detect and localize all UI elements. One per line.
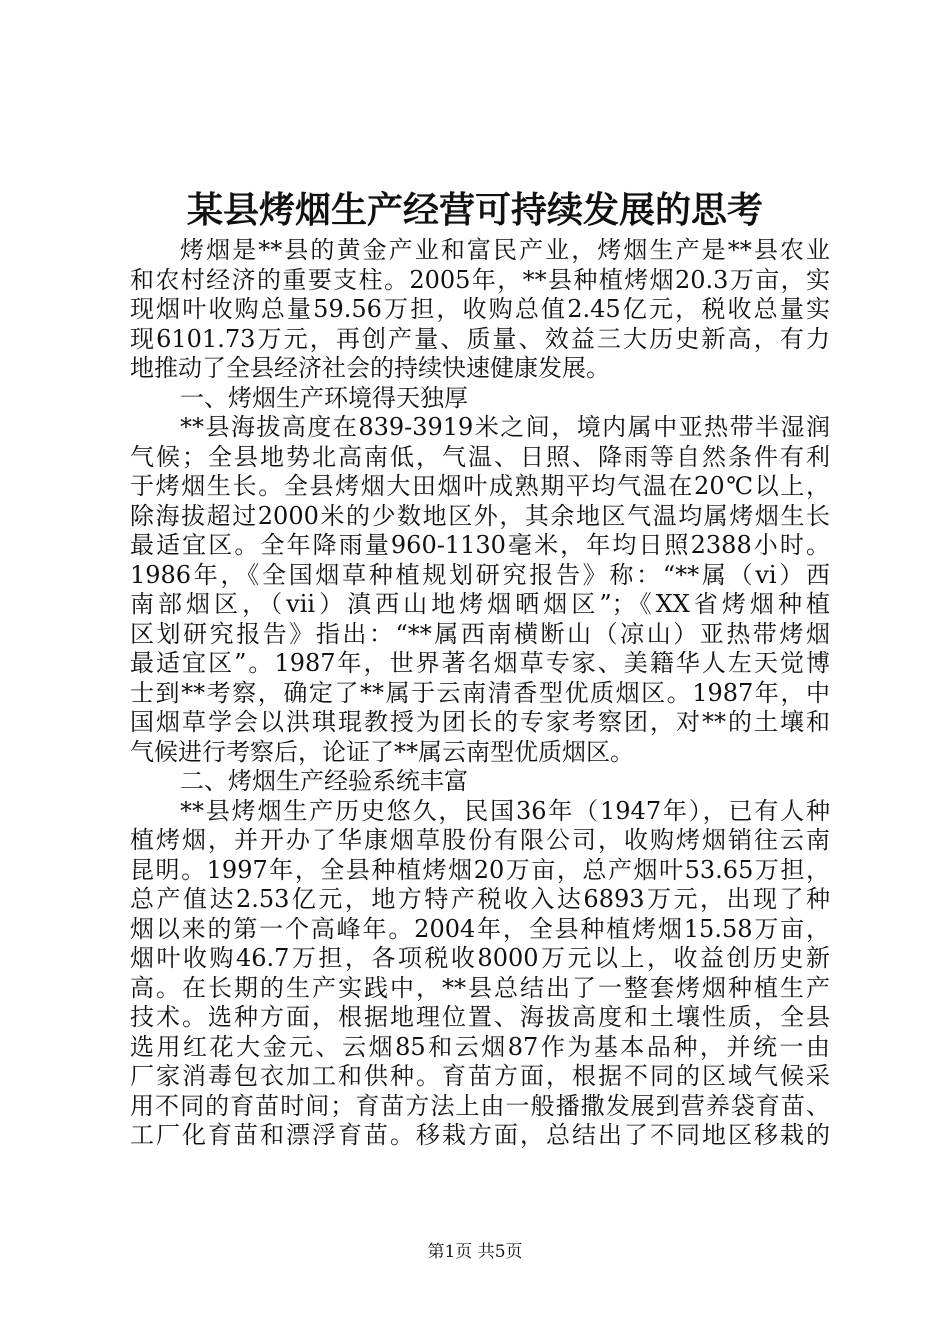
text-line: 用不同的育苗时间；育苗方法上由一般播撒发展到营养袋育苗、 [130,1091,830,1120]
text-line: 技术。选种方面，根据地理位置、海拔高度和土壤性质，全县 [130,1003,830,1031]
text-line: 高。在长期的生产实践中，**县总结出了一整套烤烟种植生产 [130,973,830,1002]
text-line: 区划研究报告》指出：“**属西南横断山（凉山）亚热带烤烟 [130,619,830,648]
text-line: 和农村经济的重要支柱。2005年，**县种植烤烟20.3万亩，实 [130,265,830,294]
text-line: 士到**考察，确定了**属于云南清香型优质烟区。1987年，中 [130,678,830,707]
text-line: 1986年，《全国烟草种植规划研究报告》称：“**属（vi）西 [130,560,830,589]
text-line: 烟叶收购46.7万担，各项税收8000万元以上，收益创历史新 [130,944,830,972]
document-body [130,236,830,1151]
text-line: 最适宜区”。1987年，世界著名烟草专家、美籍华人左天觉博 [130,649,830,677]
text-line: **县烤烟生产历史悠久，民国36年（1947年），已有人种 [180,796,830,825]
text-line: **县海拔高度在839-3919米之间，境内属中亚热带半湿润 [180,413,830,441]
text-line: 气候进行考察后，论证了**属云南型优质烟区。 [130,737,634,766]
text-line: 植烤烟，并开办了华康烟草股份有限公司，收购烤烟销往云南 [130,826,830,854]
text-line: 工厂化育苗和漂浮育苗。移栽方面，总结出了不同地区移栽的 [130,1121,830,1149]
text-line: 国烟草学会以洪琪琨教授为团长的专家考察团，对**的土壤和 [130,708,830,736]
text-line: 总产值达2.53亿元，地方特产税收入达6893万元，出现了种 [130,885,830,913]
text-line: 南部烟区，（vii）滇西山地烤烟晒烟区”；《XX省烤烟种植 [130,590,830,618]
page-number: 第1页 共5页 [427,1242,523,1262]
text-line: 于烤烟生长。全县烤烟大田烟叶成熟期平均气温在20℃以上， [130,472,830,500]
text-line: 厂家消毒包衣加工和供种。育苗方面，根据不同的区域气候采 [130,1062,830,1090]
section-heading: 二、烤烟生产经验系统丰富 [180,767,468,795]
text-line: 地推动了全县经济社会的持续快速健康发展。 [130,354,610,382]
text-line: 烤烟是**县的黄金产业和富民产业，烤烟生产是**县农业 [180,236,830,264]
text-line: 现烟叶收购总量59.56万担，收购总值2.45亿元，税收总量实 [130,295,830,323]
text-line: 除海拔超过2000米的少数地区外，其余地区气温均属烤烟生长 [130,501,830,530]
text-line: 现6101.73万元，再创产量、质量、效益三大历史新高，有力 [130,324,830,353]
text-line: 烟以来的第一个高峰年。2004年，全县种植烤烟15.58万亩， [130,914,830,943]
text-line: 选用红花大金元、云烟85和云烟87作为基本品种，并统一由 [130,1032,830,1061]
document-title: 某县烤烟生产经营可持续发展的思考 [186,189,763,231]
text-line: 气候；全县地势北高南低，气温、日照、降雨等自然条件有利 [130,442,830,471]
text-line: 最适宜区。全年降雨量960-1130毫米，年均日照2388小时。 [130,531,830,559]
section-heading: 一、烤烟生产环境得天独厚 [180,383,468,412]
text-line: 昆明。1997年，全县种植烤烟20万亩，总产烟叶53.65万担， [130,855,830,884]
